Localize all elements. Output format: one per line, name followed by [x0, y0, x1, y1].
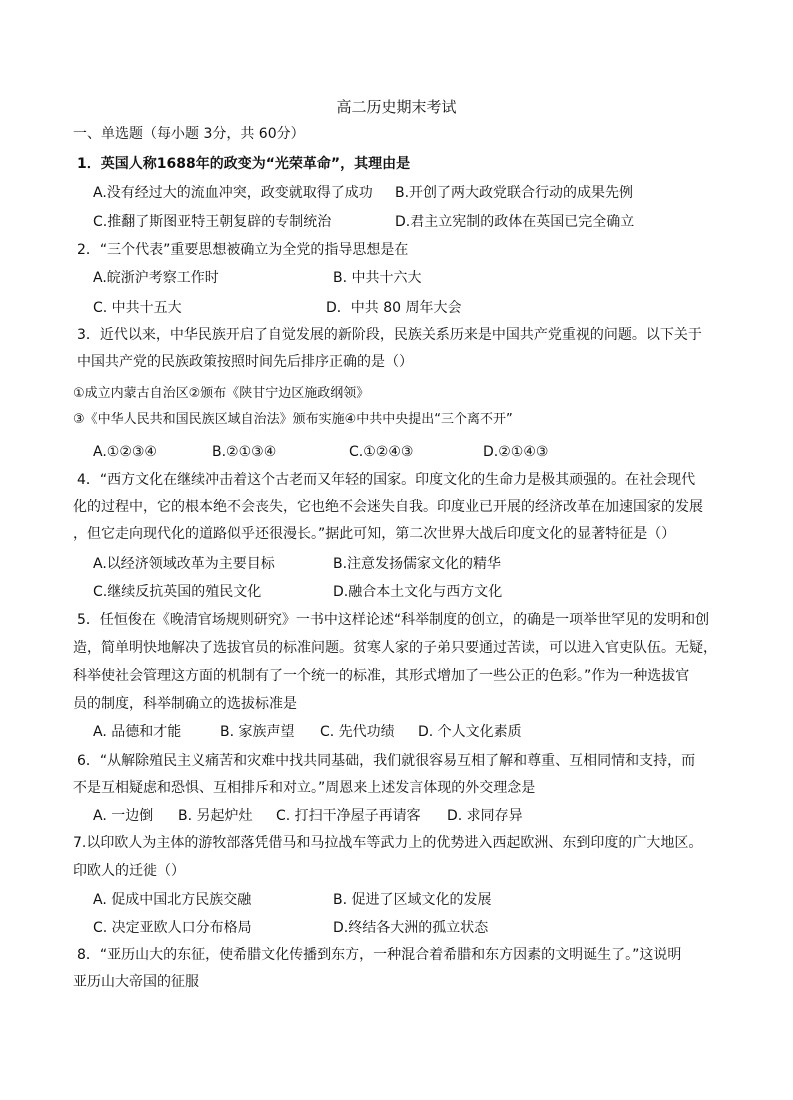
question-2-stem: 2．“三个代表”重要思想被确立为全党的指导思想是在 — [77, 242, 409, 258]
question-3-item-line-1: ①成立内蒙古自治区②颁布《陕甘宁边区施政纲领》 — [73, 386, 370, 401]
question-5-stem-line-4: 员的制度，科举制确立的选拔标准是 — [73, 696, 297, 712]
question-6-stem-line-1: 6．“从解除殖民主义痛苦和灾难中找共同基础，我们就很容易互相了解和尊重、互相同情和支持，而 — [77, 753, 696, 769]
question-5-stem-line-2: 造，简单明快地解决了选拔官员的标准问题。贫寒人家的子弟只要通过苦读，可以进入官吏队伍。无疑， — [73, 640, 717, 656]
section-heading: 一、单选题（每小题 3分，共 60分） — [73, 126, 305, 142]
question-1-stem: 1．英国人称1688年的政变为“光荣革命”，其理由是 — [77, 156, 411, 172]
question-7-option-a: A. 促成中国北方民族交融 — [93, 892, 252, 908]
question-2-option-a: A.皖浙沪考察工作时 — [93, 270, 219, 286]
question-5-option-d: D. 个人文化素质 — [418, 724, 522, 740]
question-1-option-a: A.没有经过大的流血冲突，政变就取得了成功 — [93, 185, 373, 201]
question-3-option-c: C.①②④③ — [349, 444, 414, 460]
question-3-item-line-2: ③《中华人民共和国民族区域自治法》颁布实施④中共中央提出“三个离不开” — [73, 412, 513, 427]
question-7-stem-line-2: 印欧人的迁徙（） — [73, 863, 185, 879]
question-8-stem-line-1: 8．“亚历山大的东征，使希腊文化传播到东方，一种混合着希腊和东方因素的文明诞生了。”这说明 — [77, 947, 682, 963]
page-title: 高二历史期末考试 — [336, 98, 457, 116]
question-5-option-a: A. 品德和才能 — [93, 724, 182, 740]
question-7-option-c: C. 决定亚欧人口分布格局 — [93, 920, 252, 936]
question-2-option-c: C. 中共十五大 — [93, 300, 182, 316]
question-7-option-b: B. 促进了区域文化的发展 — [333, 892, 492, 908]
question-6-option-d: D. 求同存异 — [447, 808, 523, 824]
question-6-option-b: B. 另起炉灶 — [178, 808, 253, 824]
question-4-option-b: B.注意发扬儒家文化的精华 — [333, 556, 502, 572]
question-3-option-a: A.①②③④ — [93, 444, 157, 460]
question-1-option-d: D.君主立宪制的政体在英国已完全确立 — [395, 214, 635, 230]
question-4-stem-line-3: ，但它走向现代化的道路似乎还很漫长。”据此可知，第二次世界大战后印度文化的显著特征是（） — [73, 526, 676, 542]
question-3-option-d: D.②①④③ — [483, 444, 549, 460]
question-4-stem-line-1: 4．“西方文化在继续冲击着这个古老而又年轻的国家。印度文化的生命力是极其顽强的。在社会现代 — [77, 472, 696, 488]
question-6-option-a: A. 一边倒 — [93, 808, 154, 824]
question-4-stem-line-2: 化的过程中，它的根本绝不会丧失，它也绝不会迷失自我。印度业已开展的经济改革在加速国家的发展 — [73, 499, 703, 515]
question-6-option-c: C. 打扫干净屋子再请客 — [276, 808, 421, 824]
question-4-option-a: A.以经济领域改革为主要目标 — [93, 556, 275, 572]
question-3-stem-line-2: 中国共产党的民族政策按照时间先后排序正确的是（） — [77, 354, 413, 370]
question-5-option-b: B. 家族声望 — [220, 724, 295, 740]
question-3-stem-line-1: 3．近代以来，中华民族开启了自觉发展的新阶段，民族关系历来是中国共产党重视的问题。以下关于 — [77, 327, 702, 343]
question-5-option-c: C. 先代功绩 — [320, 724, 395, 740]
question-4-option-c: C.继续反抗英国的殖民文化 — [93, 584, 262, 600]
question-5-stem-line-3: 科举使社会管理这方面的机制有了一个统一的标准，其形式增加了一些公正的色彩。”作为一种选拔官 — [73, 668, 690, 684]
question-1-option-b: B.开创了两大政党联合行动的成果先例 — [395, 185, 634, 201]
question-4-option-d: D.融合本土文化与西方文化 — [333, 584, 503, 600]
question-2-option-b: B. 中共十六大 — [333, 270, 422, 286]
question-8-stem-line-2: 亚历山大帝国的征服 — [73, 974, 199, 990]
question-2-option-d: D．中共 80 周年大会 — [326, 300, 462, 316]
question-7-option-d: D.终结各大洲的孤立状态 — [333, 920, 489, 936]
question-3-option-b: B.②①③④ — [212, 444, 277, 460]
question-7-stem-line-1: 7.以印欧人为主体的游牧部落凭借马和马拉战车等武力上的优势进入西起欧洲、东到印度的广大地区。 — [73, 835, 703, 851]
question-6-stem-line-2: 不是互相疑虑和恐惧、互相排斥和对立。”周恩来上述发言体现的外交理念是 — [73, 780, 536, 796]
question-1-option-c: C.推翻了斯图亚特王朝复辟的专制统治 — [93, 214, 332, 230]
question-5-stem-line-1: 5．任恒俊在《晚清官场规则研究》一书中这样论述“科举制度的创立，的确是一项举世罕见的发明和创 — [77, 612, 710, 628]
